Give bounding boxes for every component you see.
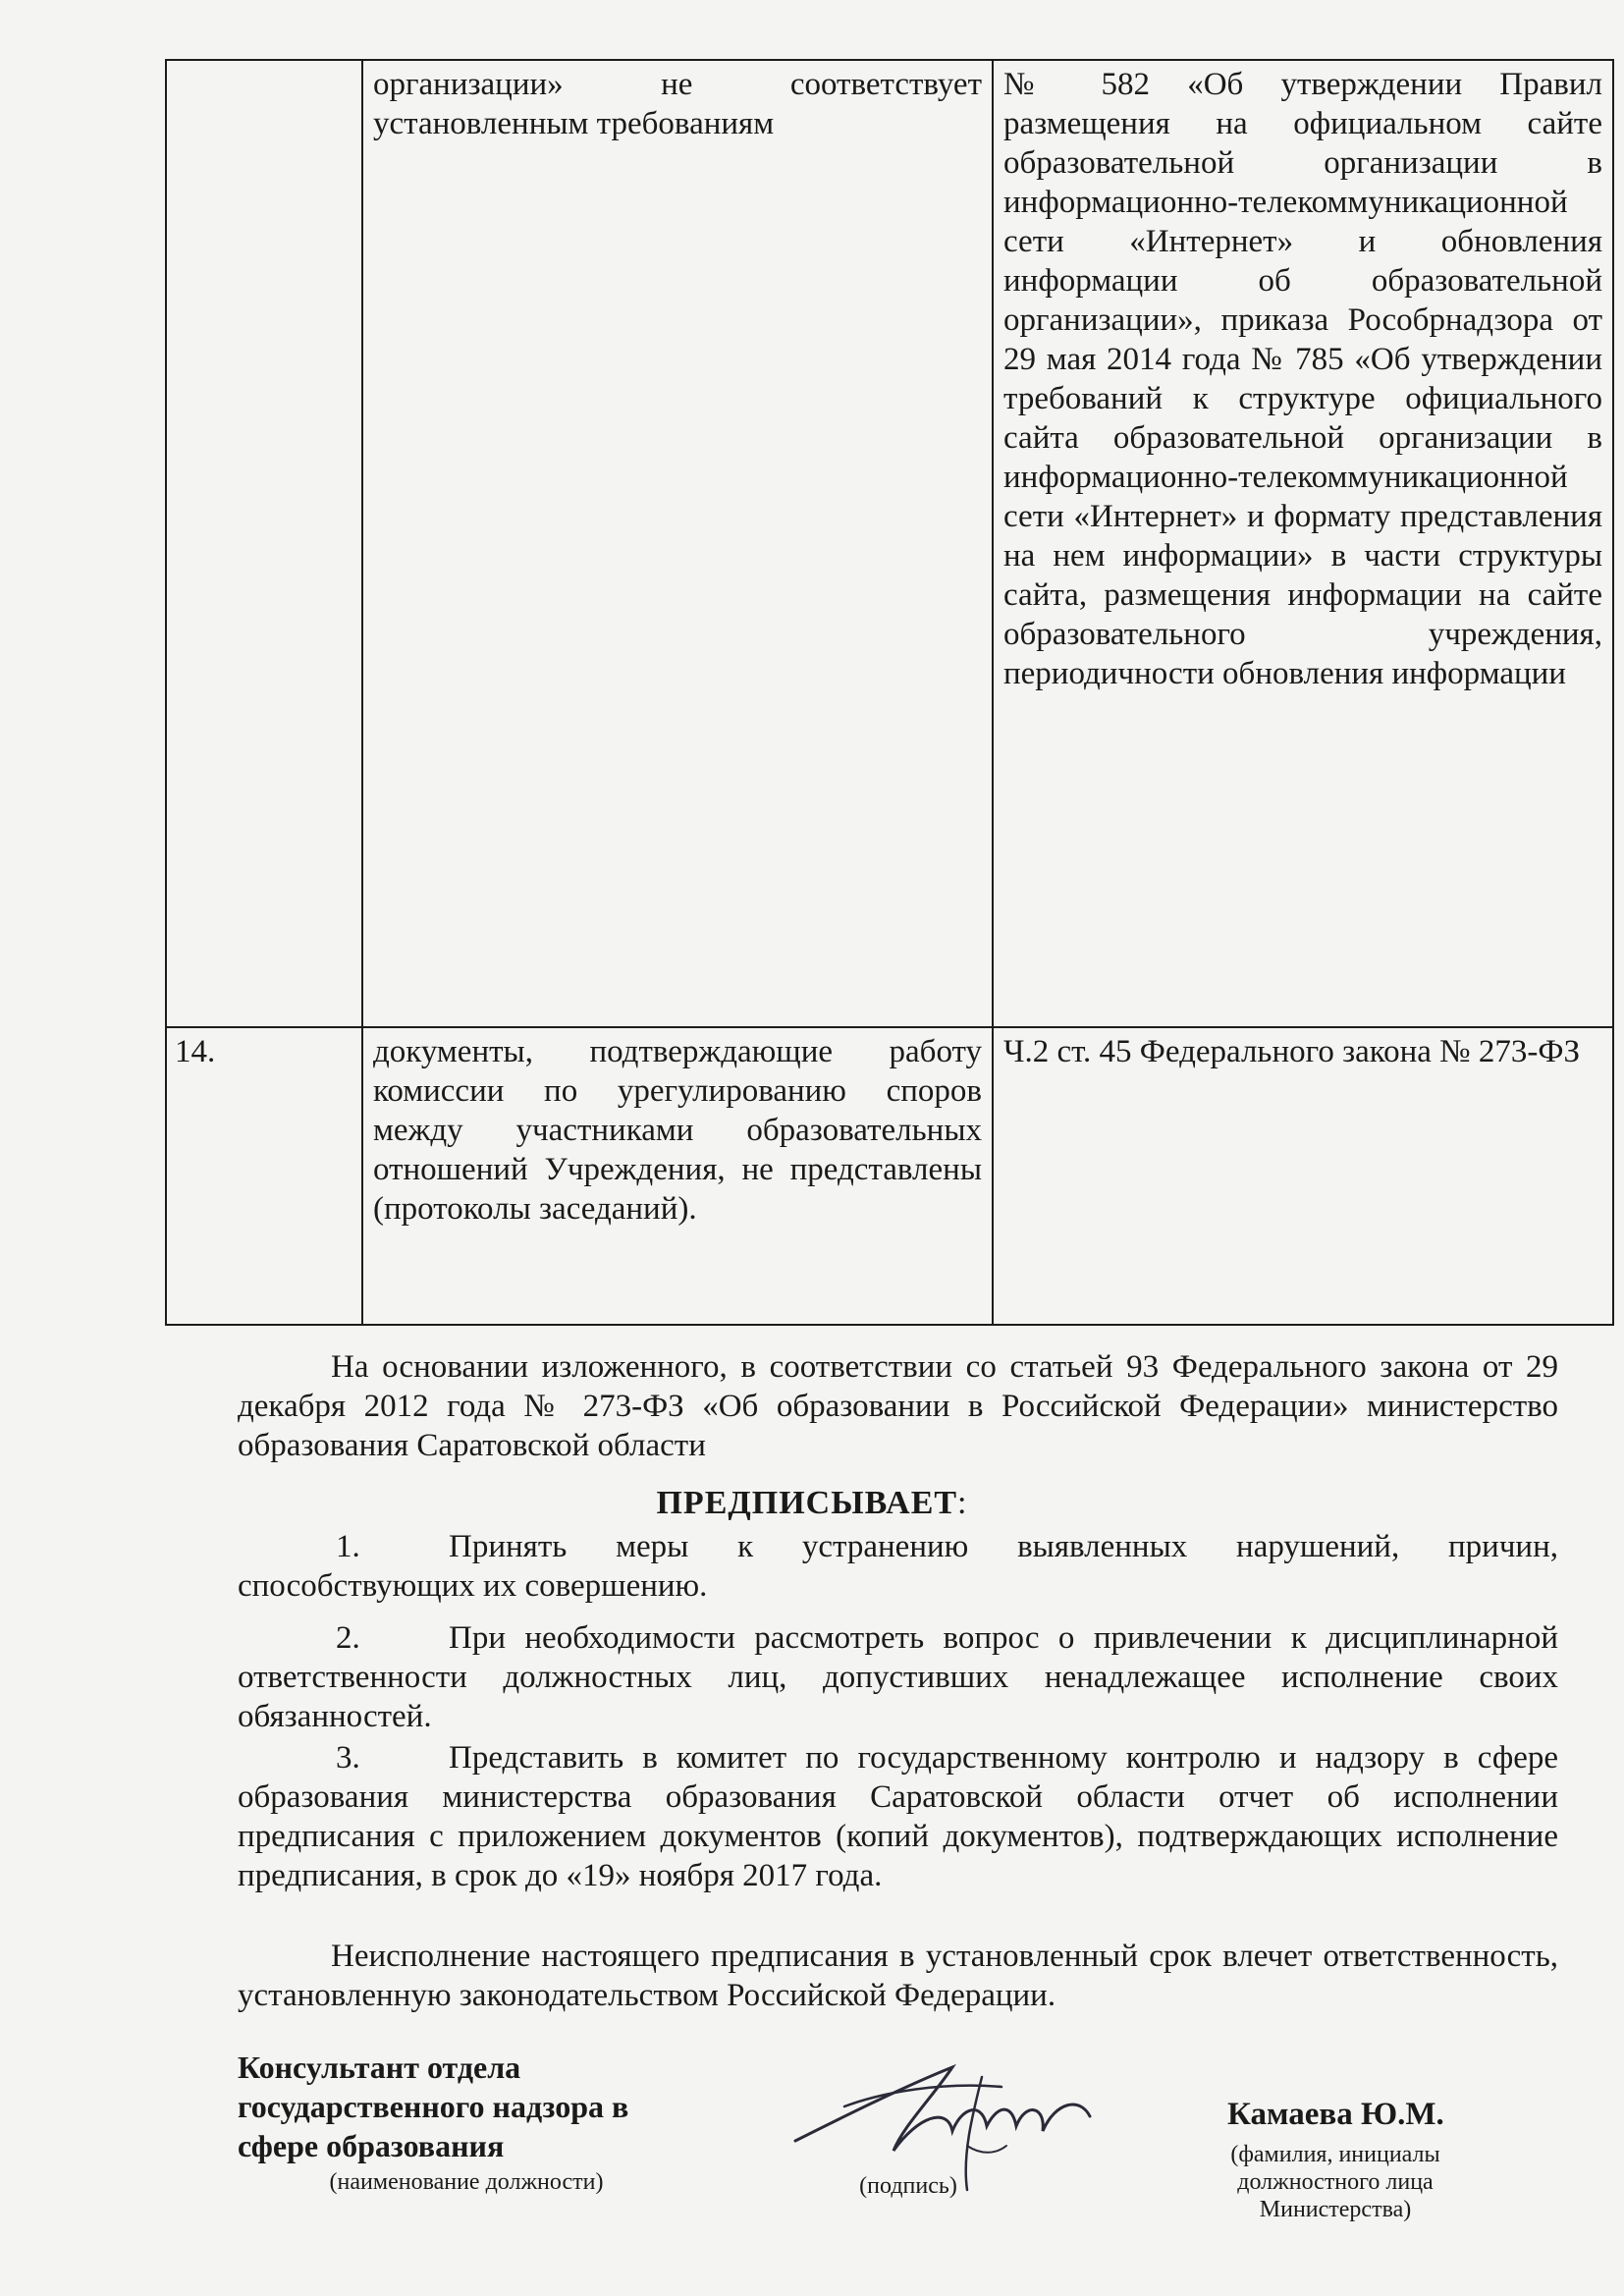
order-word: ПРЕДПИСЫВАЕТ: [656, 1485, 958, 1521]
item-text: При необходимости рассмотреть вопрос о привлечении к дисциплинарной ответственности должностных лиц, допустивших ненадлежащее исполнение своих обязанностей.: [238, 1620, 1558, 1734]
position-caption: (наименование должности): [329, 2169, 604, 2195]
position-title: Консультант отдела государственного надзора в сфере образования: [238, 2050, 629, 2163]
legal-basis-cell: № 582 «Об утверждении Правил размещения на официальном сайте образовательной организации в информационно-телекоммуникационной сети «Интернет» и обновления информации об образовательной организации», приказа Рособрнадзора от 29 мая 2014 года № 785 «Об утверждении требований к структуре официального сайта образовательной организации в информационно-телекоммуникационной сети «Интернет» и формату представления на нем информации» в части структуры сайта, размещения информации на сайте образовательного учреждения, периодичности обновления информации: [993, 60, 1613, 1027]
legal-basis-cell: Ч.2 ст. 45 Федерального закона № 273-ФЗ: [993, 1027, 1613, 1325]
violation-cell: организации» не соответствует установленным требованиям: [362, 60, 993, 1027]
violations-table: [165, 59, 1614, 1326]
name-caption: (фамилия, инициалы должностного лица Министерства): [1230, 2142, 1440, 2222]
list-item: [238, 1618, 1558, 1736]
item-text: Представить в комитет по государственному контролю и надзору в сфере образования министерства образования Саратовской области отчет об исполнении предписания с приложением документов (копий документов), подтверждающих исполнение предписания, в срок до «19» ноября 2017 года.: [238, 1740, 1558, 1893]
closing-paragraph: Неисполнение настоящего предписания в установленный срок влечет ответственность, установленную законодательством Российской Федерации.: [238, 1939, 1558, 2013]
list-item: [238, 1738, 1558, 1895]
row-number-cell: 14.: [166, 1027, 362, 1325]
table-row: [166, 60, 1613, 1027]
item-number: 2.: [336, 1620, 360, 1656]
item-number: 1.: [336, 1529, 360, 1564]
table-row: [166, 1027, 1613, 1325]
official-name: Камаева Ю.М.: [1227, 2097, 1444, 2132]
order-heading: [0, 1485, 1624, 1522]
basis-paragraph: На основании изложенного, в соответствии со статьей 93 Федерального закона от 29 декабря 2012 года № 273-ФЗ «Об образовании в Российской Федерации» министерство образования Саратовской области: [238, 1349, 1558, 1463]
list-item: [238, 1527, 1558, 1606]
violation-cell: документы, подтверждающие работу комиссии по урегулированию споров между участниками образовательных отношений Учреждения, не представлены (протоколы заседаний).: [362, 1027, 993, 1325]
order-colon: :: [957, 1485, 968, 1521]
signature-caption: (подпись): [859, 2173, 957, 2199]
item-number: 3.: [336, 1740, 360, 1776]
item-text: Принять меры к устранению выявленных нарушений, причин, способствующих их совершению.: [238, 1529, 1558, 1604]
row-number-cell: [166, 60, 362, 1027]
